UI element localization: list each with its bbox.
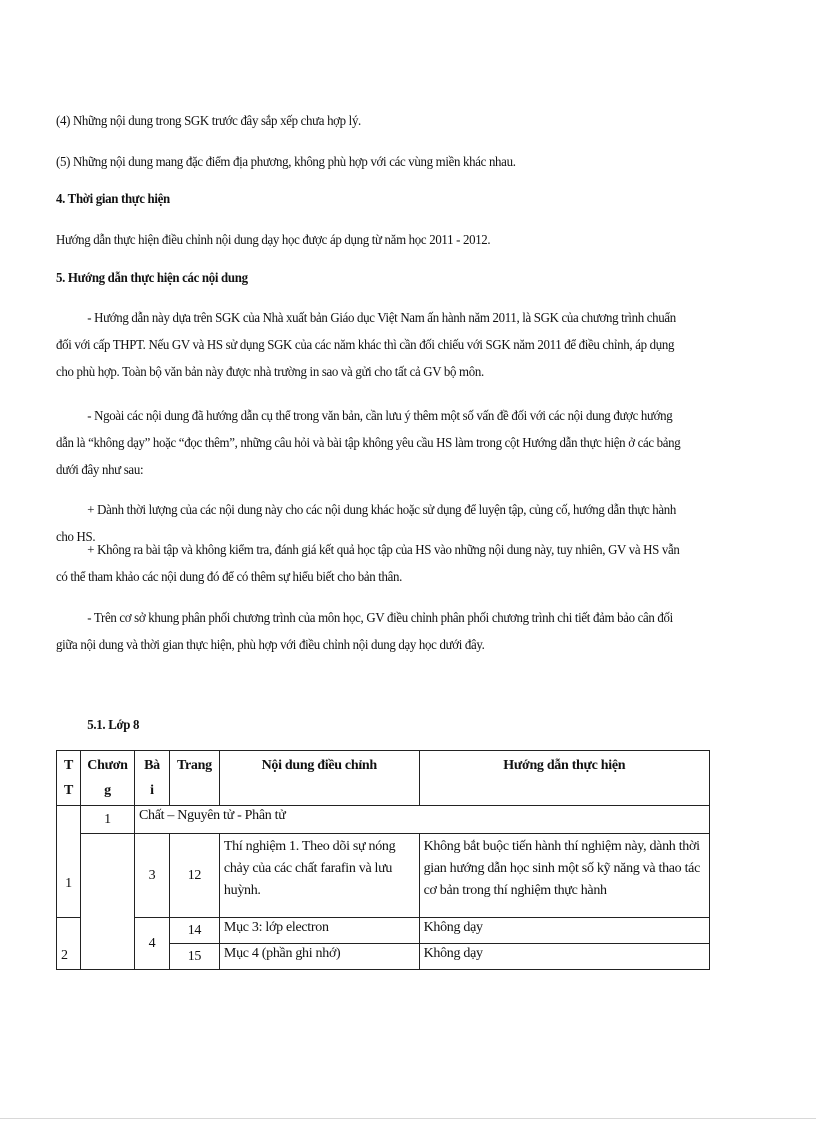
section-heading-4: 4. Thời gian thực hiện bbox=[56, 192, 170, 207]
paragraph-guide-5: - Trên cơ sở khung phân phối chương trình của môn học, GV điều chỉnh phân phối chương trình chi tiết đảm bảo cân đối giữa nội dung và thời gian thực hiện, phù hợp với điều chỉnh nội dung dạy học dưới đây. bbox=[56, 611, 673, 653]
adjustment-table bbox=[56, 750, 710, 970]
table-header-row bbox=[57, 751, 710, 806]
header-bai: Bà i bbox=[134, 751, 169, 806]
chapter-number-cell: 1 bbox=[80, 806, 134, 834]
paragraph-guide-3: + Dành thời lượng của các nội dung này cho các nội dung khác hoặc sử dụng để luyện tập, củng cố, hướng dẫn thực hành cho HS. bbox=[56, 503, 677, 545]
huongdan-cell-1: Không bắt buộc tiến hành thí nghiệm này, dành thời gian hướng dẫn học sinh một số kỹ năng và thao tác cơ bản trong thí nghiệm thực hành bbox=[419, 834, 709, 918]
trang-cell-3: 15 bbox=[169, 944, 219, 970]
huongdan-cell-2: Không dạy bbox=[419, 918, 709, 944]
paragraph-guide-2: - Ngoài các nội dung đã hướng dẫn cụ thể trong văn bản, cần lưu ý thêm một số vấn đề đối với các nội dung được hướng dẫn là “không dạy” hoặc “đọc thêm”, những câu hỏi và bài tập không yêu cầu HS làm trong cột Hướng dẫn thực hiện ở các bảng dưới đây như sau: bbox=[56, 409, 681, 478]
header-tt: T T bbox=[57, 751, 81, 806]
bai-cell-1: 3 bbox=[134, 834, 169, 918]
table-row bbox=[57, 834, 710, 918]
trang-cell-1: 12 bbox=[169, 834, 219, 918]
trang-cell-2: 14 bbox=[169, 918, 219, 944]
header-chuong: Chươn g bbox=[80, 751, 134, 806]
table-row bbox=[57, 918, 710, 944]
tt-value-2: 2 bbox=[61, 947, 68, 963]
header-huong-dan: Hướng dẫn thực hiện bbox=[419, 751, 709, 806]
chapter-row bbox=[57, 806, 710, 834]
paragraph-time: Hướng dẫn thực hiện điều chỉnh nội dung dạy học được áp dụng từ năm học 2011 - 2012. bbox=[56, 233, 491, 248]
tt-value-1: 1 bbox=[65, 875, 72, 891]
paragraph-guide-4: + Không ra bài tập và không kiểm tra, đánh giá kết quả học tập của HS vào những nội dung này, tuy nhiên, GV và HS vẫn có thể tham khảo các nội dung đó để có thêm sự hiểu biết cho bản thân. bbox=[56, 543, 680, 585]
chuong-empty-cell bbox=[80, 834, 134, 970]
chapter-title-cell: Chất – Nguyên tử - Phân tử bbox=[134, 806, 709, 834]
huongdan-cell-3: Không dạy bbox=[419, 944, 709, 970]
noidung-cell-2: Mục 3: lớp electron bbox=[219, 918, 419, 944]
tt-cell-2 bbox=[57, 918, 81, 970]
tt-cell-1 bbox=[57, 806, 81, 918]
subsection-heading-5-1: 5.1. Lớp 8 bbox=[87, 718, 140, 733]
paragraph-5: (5) Những nội dung mang đặc điểm địa phương, không phù hợp với các vùng miền khác nhau. bbox=[56, 155, 516, 170]
noidung-cell-1: Thí nghiệm 1. Theo dõi sự nóng chảy của các chất farafin và lưu huỳnh. bbox=[219, 834, 419, 918]
section-heading-5: 5. Hướng dẫn thực hiện các nội dung bbox=[56, 271, 248, 286]
bai-cell-2: 4 bbox=[134, 918, 169, 970]
noidung-cell-3: Mục 4 (phần ghi nhớ) bbox=[219, 944, 419, 970]
header-noi-dung: Nội dung điều chỉnh bbox=[219, 751, 419, 806]
header-trang: Trang bbox=[169, 751, 219, 806]
page-bottom-divider bbox=[0, 1118, 816, 1119]
paragraph-guide-1: - Hướng dẫn này dựa trên SGK của Nhà xuất bản Giáo dục Việt Nam ấn hành năm 2011, là SGK của chương trình chuẩn đối với cấp THPT. Nếu GV và HS sử dụng SGK của các năm khác thì cần đối chiếu với SGK năm 2011 để điều chỉnh, áp dụng cho phù hợp. Toàn bộ văn bản này được nhà trường in sao và gửi cho tất cả GV bộ môn. bbox=[56, 311, 676, 380]
paragraph-4: (4) Những nội dung trong SGK trước đây sắp xếp chưa hợp lý. bbox=[56, 114, 361, 129]
